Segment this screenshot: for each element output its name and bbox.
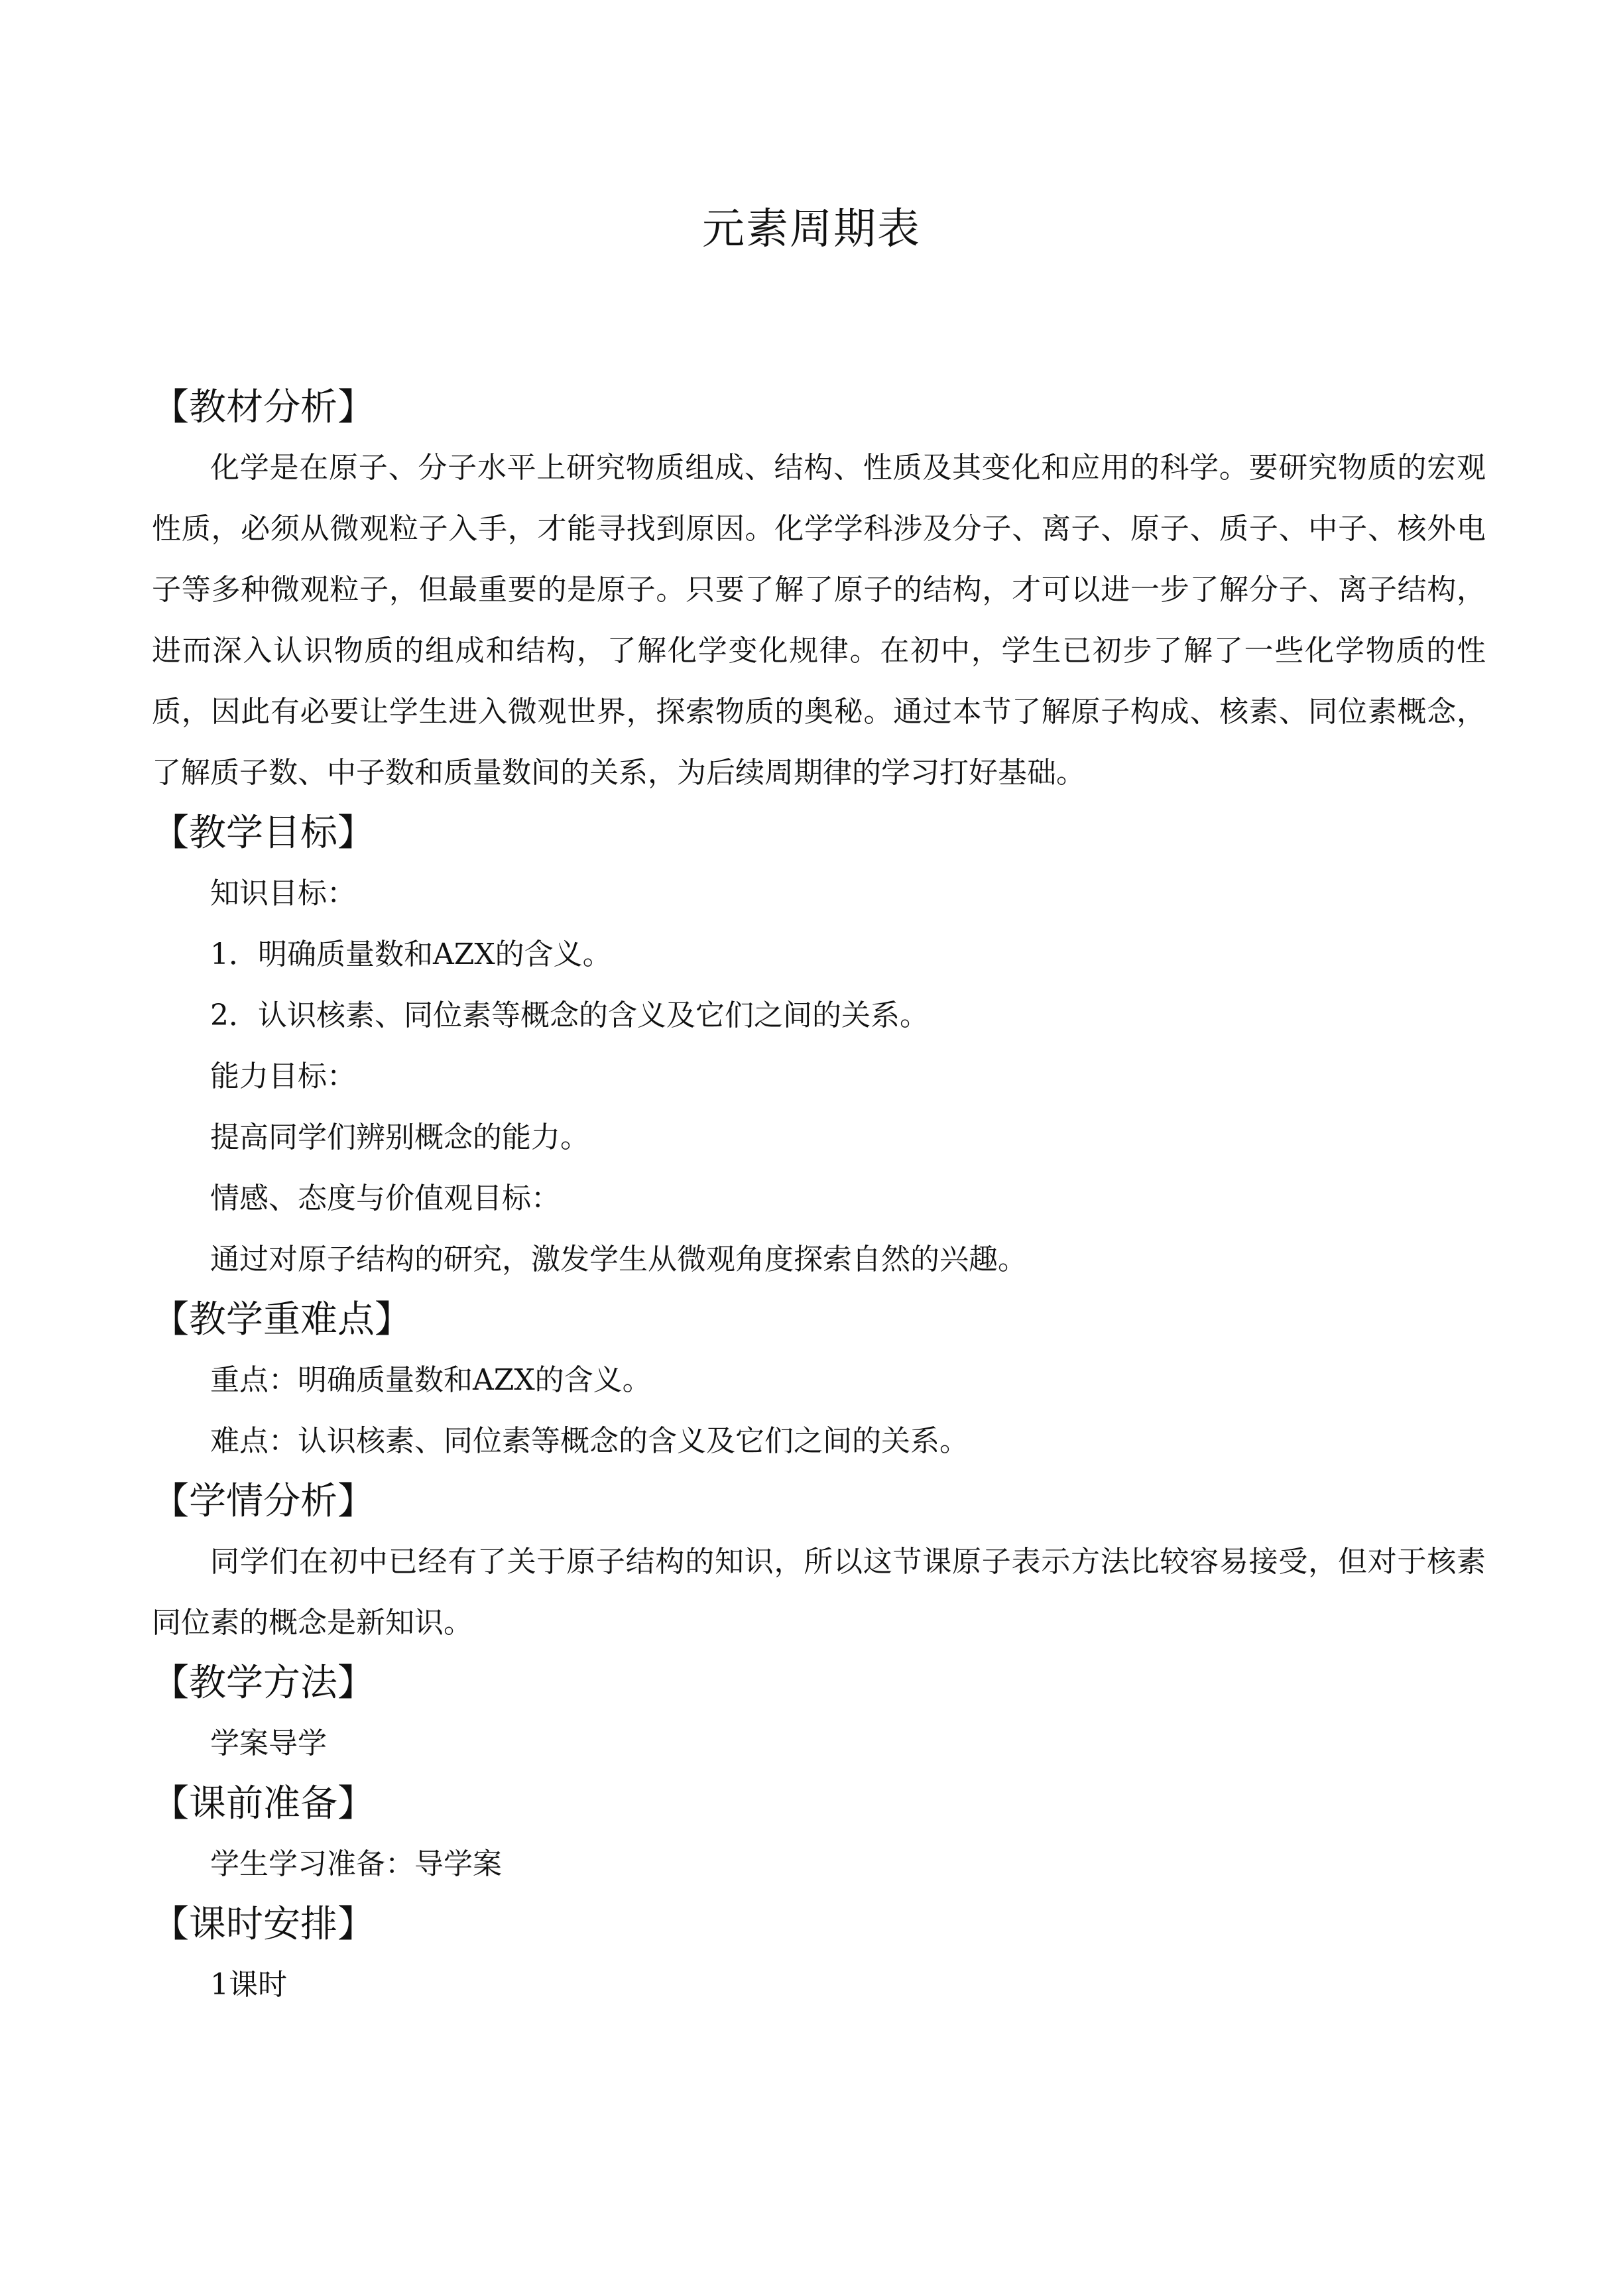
section-heading-students: 【学情分析】 bbox=[152, 1480, 375, 1523]
section-heading-materials: 【教材分析】 bbox=[152, 386, 375, 429]
section-objectives bbox=[152, 804, 1486, 1290]
objective-line: 通过对原子结构的研究，激发学生从微观角度探索自然的兴趣。 bbox=[210, 1242, 1027, 1276]
section-heading-key-points: 【教学重难点】 bbox=[152, 1298, 412, 1341]
document-title: 元素周期表 bbox=[702, 205, 921, 254]
objective-line: 知识目标： bbox=[210, 876, 356, 910]
objective-line: 情感、态度与价值观目标： bbox=[210, 1181, 560, 1215]
schedule-line: 1课时 bbox=[210, 1968, 287, 2002]
section-heading-schedule: 【课时安排】 bbox=[152, 1903, 375, 1946]
objective-line: 提高同学们辨别概念的能力。 bbox=[210, 1120, 589, 1154]
students-paragraph: 同学们在初中已经有了关于原子结构的知识，所以这节课原子表示方法比较容易接受，但对于核素同位素的概念是新知识。 bbox=[152, 1545, 1486, 1640]
objective-line: 1．明确质量数和AZX的含义。 bbox=[210, 937, 612, 971]
section-heading-method: 【教学方法】 bbox=[152, 1662, 375, 1705]
section-key-points bbox=[152, 1290, 1486, 1472]
objective-line: 能力目标： bbox=[210, 1059, 356, 1093]
method-line: 学案导学 bbox=[210, 1726, 327, 1760]
section-heading-preparation: 【课前准备】 bbox=[152, 1782, 375, 1825]
section-students bbox=[152, 1472, 1486, 1654]
materials-paragraph: 化学是在原子、分子水平上研究物质组成、结构、性质及其变化和应用的科学。要研究物质的宏观性质，必须从微观粒子入手，才能寻找到原因。化学学科涉及分子、离子、原子、质子、中子、核外电子等多种微观粒子，但最重要的是原子。只要了解了原子的结构，才可以进一步了解分子、离子结构，进而深入认识物质的组成和结构，了解化学变化规律。在初中，学生已初步了解了一些化学物质的性质，因此有必要让学生进入微观世界，探索物质的奥秘。通过本节了解原子构成、核素、同位素概念，了解质子数、中子数和质量数间的关系，为后续周期律的学习打好基础。 bbox=[152, 451, 1486, 790]
key-point-line: 难点：认识核素、同位素等概念的含义及它们之间的关系。 bbox=[210, 1424, 969, 1458]
section-heading-objectives: 【教学目标】 bbox=[152, 812, 375, 855]
preparation-line: 学生学习准备：导学案 bbox=[210, 1847, 502, 1881]
key-point-line: 重点：明确质量数和AZX的含义。 bbox=[210, 1363, 652, 1397]
objective-line: 2．认识核素、同位素等概念的含义及它们之间的关系。 bbox=[210, 998, 929, 1032]
section-preparation bbox=[152, 1774, 1486, 1895]
section-method bbox=[152, 1654, 1486, 1774]
section-materials bbox=[152, 378, 1486, 804]
section-schedule bbox=[152, 1895, 1486, 2016]
document-body bbox=[152, 378, 1486, 2016]
